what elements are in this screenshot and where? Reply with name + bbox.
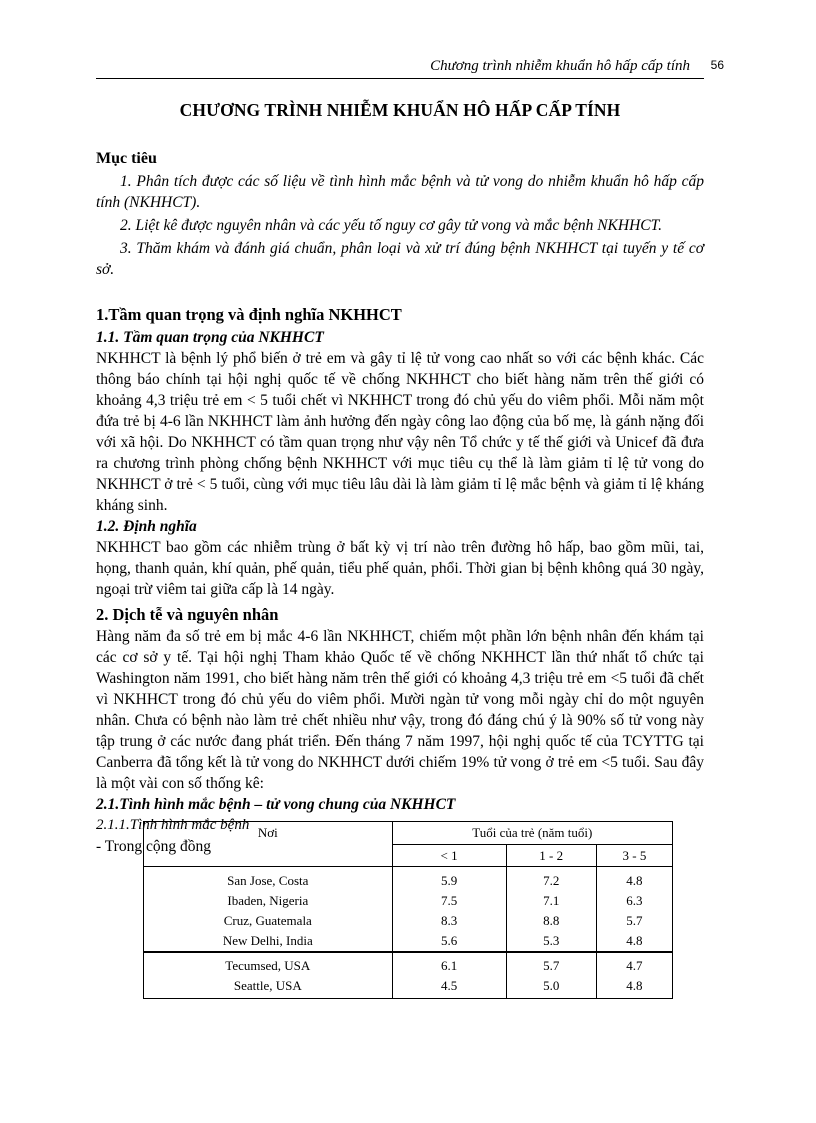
table-cell-place: Cruz, Guatemala <box>144 911 393 931</box>
table-header-age-group: Tuổi của trẻ (năm tuổi) <box>392 822 672 845</box>
running-header <box>96 58 724 79</box>
table-header-age-3: 3 - 5 <box>596 845 672 867</box>
community-label: - Trong cộng đồng <box>96 838 211 855</box>
table-cell: 8.3 <box>392 911 506 931</box>
body-content <box>96 148 704 857</box>
table-cell: 7.2 <box>506 867 596 892</box>
table-cell-place: San Jose, Costa <box>144 867 393 892</box>
section-1-1-text: NKHHCT là bệnh lý phổ biến ở trẻ em và gây tỉ lệ tử vong cao nhất so với các bệnh khác. Các thông báo chính tại hội nghị quốc tế về chống NKHHCT cho biết hàng năm trên thế giới có khoảng 4,3 triệu trẻ em < 5 tuổi chết vì NKHHCT trong đó chủ yếu do viêm phổi. Mỗi năm một đứa trẻ bị 4-6 lần NKHHCT làm ảnh hưởng đến ngày công lao động của bố mẹ, là gánh nặng đối với xã hội. Do NKHHCT có tầm quan trọng như vậy nên Tổ chức y tế thế giới và Unicef đã đưa ra chương trình phòng chống bệnh NKHHCT với mục tiêu cụ thể là làm giảm tỉ lệ tử vong do NKHHCT ở trẻ < 5 tuổi, cùng với mục tiêu lâu dài là làm giảm tỉ lệ mắc bệnh và giảm tỉ lệ kháng kháng sinh. <box>96 350 704 514</box>
table-cell: 4.8 <box>596 976 672 999</box>
page-number: 56 <box>710 58 724 72</box>
table-cell: 4.8 <box>596 867 672 892</box>
table-cell: 5.7 <box>596 911 672 931</box>
table-cell: 7.5 <box>392 891 506 911</box>
table-cell: 7.1 <box>506 891 596 911</box>
table-cell: 4.5 <box>392 976 506 999</box>
table-header-age-2: 1 - 2 <box>506 845 596 867</box>
section-2-heading: 2. Dịch tễ và nguyên nhân <box>96 605 279 624</box>
table-cell-place: Seattle, USA <box>144 976 393 999</box>
table-cell: 5.7 <box>506 952 596 976</box>
table-cell: 8.8 <box>506 911 596 931</box>
table-row <box>144 867 673 892</box>
table-cell: 6.1 <box>392 952 506 976</box>
table-cell-place: Ibaden, Nigeria <box>144 891 393 911</box>
table-cell: 5.0 <box>506 976 596 999</box>
objective-1: 1. Phân tích được các số liệu về tình hình mắc bệnh và tử vong do nhiễm khuẩn hô hấp cấp tính (NKHHCT). <box>96 173 704 211</box>
table-cell-place: Tecumsed, USA <box>144 952 393 976</box>
table-row <box>144 911 673 931</box>
table-row <box>144 931 673 952</box>
table-cell: 5.3 <box>506 931 596 952</box>
morbidity-table <box>143 821 673 999</box>
section-1-2-heading: 1.2. Định nghĩa <box>96 518 197 535</box>
running-title: Chương trình nhiễm khuẩn hô hấp cấp tính <box>430 58 690 74</box>
table-cell: 4.7 <box>596 952 672 976</box>
objectives-heading: Mục tiêu <box>96 150 157 167</box>
table-header-place: Nơi <box>144 822 393 867</box>
document-title: CHƯƠNG TRÌNH NHIỄM KHUẨN HÔ HẤP CẤP TÍNH <box>179 100 621 120</box>
table-cell: 4.8 <box>596 931 672 952</box>
table-row <box>144 976 673 999</box>
section-1-heading: 1.Tầm quan trọng và định nghĩa NKHHCT <box>96 305 402 324</box>
section-2-text: Hàng năm đa số trẻ em bị mắc 4-6 lần NKHHCT, chiếm một phần lớn bệnh nhân đến khám tại các cơ sở y tế. Tại hội nghị Tham khảo Quốc tế về chống NKHHCT lần thứ nhất tổ chức tại Washington năm 1991, cho biết hàng năm trên thế giới có khoảng 4,3 triệu trẻ em <5 tuổi đã chết vì NKHHCT trong đó chủ yếu do viêm phổi. Mười ngàn tử vong mỗi ngày chỉ do một nguyên nhân. Chưa có bệnh nào làm trẻ chết nhiều như vậy, trong đó đáng chú ý là 90% số tử vong này tập trung ở các nước đang phát triển. Đến tháng 7 năm 1997, hội nghị quốc tế của TCYTTG tại Canberra đã tổng kết là tử vong do NKHHCT dưới chiếm 19% tử vong ở trẻ em <5 tuổi. Sau đây là một vài con số thống kê: <box>96 628 704 792</box>
section-1-1-heading: 1.1. Tầm quan trọng của NKHHCT <box>96 329 324 346</box>
section-1-2-text: NKHHCT bao gồm các nhiễm trùng ở bất kỳ vị trí nào trên đường hô hấp, bao gồm mũi, tai, họng, thanh quản, khí quản, phế quản, tiểu phế quản, phổi. Thời gian bị bệnh không quá 30 ngày, ngoại trừ viêm tai giữa cấp là 14 ngày. <box>96 539 704 598</box>
table-cell: 5.9 <box>392 867 506 892</box>
table-row <box>144 952 673 976</box>
section-2-1-1-heading: 2.1.1.Tình hình mắc bệnh <box>96 817 250 833</box>
table-cell: 5.6 <box>392 931 506 952</box>
section-2-1-heading: 2.1.Tình hình mắc bệnh – tử vong chung của NKHHCT <box>96 796 456 813</box>
table-cell: 6.3 <box>596 891 672 911</box>
objective-3: 3. Thăm khám và đánh giá chuẩn, phân loại và xử trí đúng bệnh NKHHCT tại tuyến y tế cơ sở. <box>96 240 704 278</box>
table-row <box>144 891 673 911</box>
objective-2: 2. Liệt kê được nguyên nhân và các yếu tố nguy cơ gây tử vong và mắc bệnh NKHHCT. <box>120 217 662 234</box>
table-cell-place: New Delhi, India <box>144 931 393 952</box>
table-header-age-1: < 1 <box>392 845 506 867</box>
